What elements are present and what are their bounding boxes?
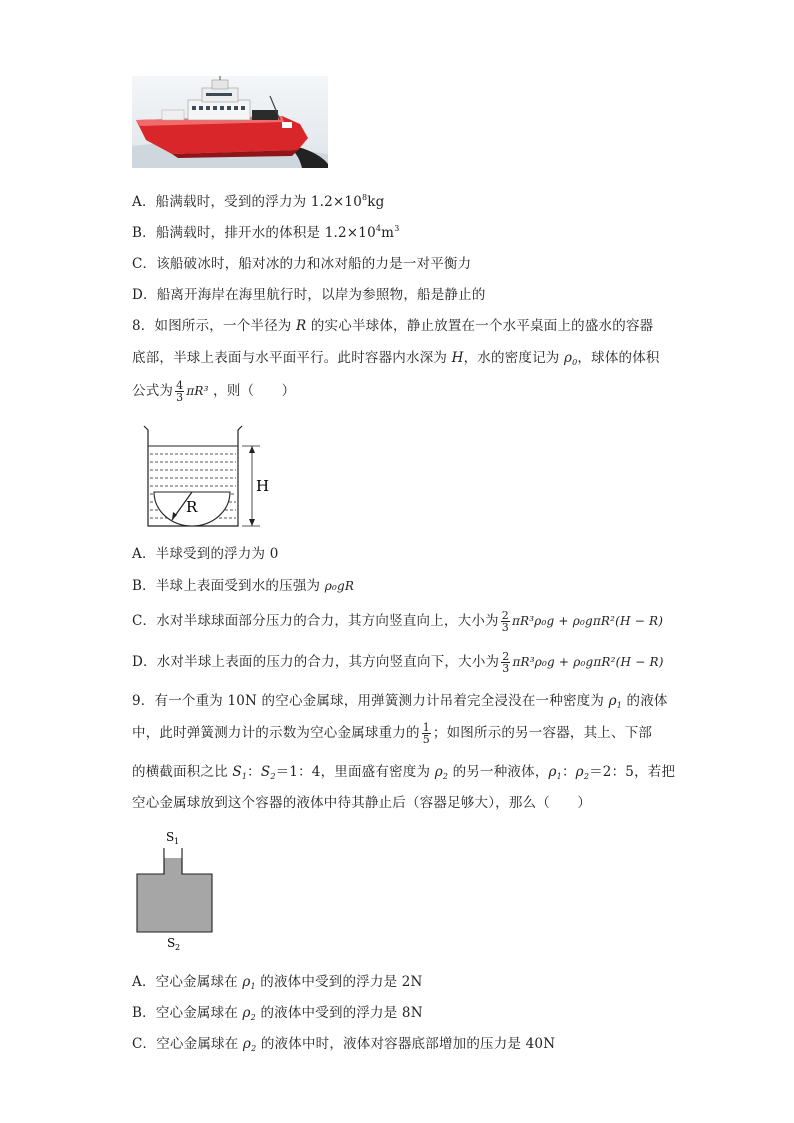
q9-container-diagram xyxy=(134,828,218,954)
svg-text:S: S xyxy=(167,936,176,950)
svg-text:S: S xyxy=(166,830,175,844)
q9-option-c: C．空心金属球在 $\rho_2$ 的液体中时，液体对容器底部增加的压力是 40N xyxy=(132,1036,556,1053)
q8-stem-line2: 底部，半球上表面与水平面平行。此时容器内水深为 H，水的密度记为 $\rho_0$，球体的体积 xyxy=(132,350,660,367)
svg-text:1: 1 xyxy=(174,837,180,846)
svg-text:H: H xyxy=(256,477,270,495)
q8-option-d: D．水对半球上表面的压力的合力，其方向竖直向下，大小为 $\frac{2}{3}$ πR³ρ₀g + ρ₀gπR²(H − R) xyxy=(132,650,664,675)
q8-hemisphere-diagram xyxy=(140,424,280,530)
q9-stem-line1: 9．有一个重为 10N 的空心金属球，用弹簧测力计吊着完全浸没在一种密度为 $\rho_1$ 的液体 xyxy=(132,693,668,710)
q8-volume-fraction: $\frac{4}{3}$ xyxy=(176,379,184,404)
q8-option-c: C．水对半球球面部分压力的合力，其方向竖直向上，大小为 $\frac{2}{3}$ πR³ρ₀g + ρ₀gπR²(H − R) xyxy=(132,609,664,634)
q9-stem-line2: 中，此时弹簧测力计的示数为空心金属球重力的 $\frac{1}{5}$ ；如图所示的另一容器，其上、下部 xyxy=(132,721,653,746)
q7-option-d: D．船离开海岸在海里航行时，以岸为参照物，船是静止的 xyxy=(132,287,486,303)
q9-option-a: A．空心金属球在 $\rho_1$ 的液体中受到的浮力是 2N xyxy=(132,974,423,991)
q8-stem-line1: 8．如图所示，一个半径为 R 的实心半球体，静止放置在一个水平桌面上的盛水的容器 xyxy=(132,318,654,334)
q7-option-b: B．船满载时，排开水的体积是 $1.2\times 10^4m^3$ xyxy=(132,224,400,241)
q8-option-b: B．半球上表面受到水的压强为 ρ₀gR xyxy=(132,578,355,594)
svg-text:2: 2 xyxy=(175,943,181,952)
q9-stem-line3: 的横截面积之比 $S_1$：$S_2=1$：4，里面盛有密度为 $\rho_2$ 的另一种液体，$\rho_1$：$\rho_2=2$：5，若把 xyxy=(132,764,676,781)
q7-option-c: C．该船破冰时，船对冰的力和冰对船的力是一对平衡力 xyxy=(132,256,472,272)
q7-option-a: A．船满载时，受到的浮力为 $1.2\times 10^8kg$ xyxy=(132,193,385,210)
icebreaker-ship-image xyxy=(132,76,328,168)
q8-stem-line3: 公式为 $\frac{4}{3}$ πR³ ，则（ ） xyxy=(132,379,296,404)
q9-option-b: B．空心金属球在 $\rho_2$ 的液体中受到的浮力是 8N xyxy=(132,1005,423,1022)
svg-text:R: R xyxy=(186,498,198,516)
q8-option-a: A．半球受到的浮力为 0 xyxy=(132,546,279,562)
q9-stem-line4: 空心金属球放到这个容器的液体中待其静止后（容器足够大），那么（ ） xyxy=(132,795,592,811)
